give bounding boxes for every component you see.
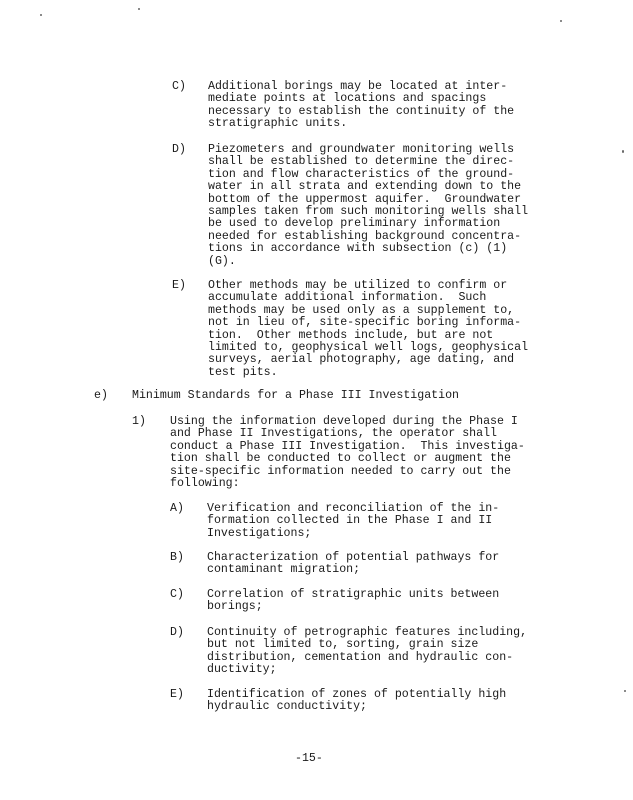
text-line: Verification and reconciliation of the in- bbox=[207, 502, 500, 515]
text-line: mediate points at locations and spacings bbox=[208, 92, 487, 106]
text-line: stratigraphic units. bbox=[208, 117, 348, 131]
text-line: following: bbox=[170, 477, 240, 491]
sub-text-e bbox=[207, 689, 506, 714]
text-line: methods may be used only as a supplement to, bbox=[208, 303, 515, 317]
text-line: not in lieu of, site-specific boring informa- bbox=[208, 316, 522, 330]
scan-speck bbox=[622, 150, 624, 153]
text-line: (G). bbox=[208, 254, 236, 268]
item-text-d bbox=[208, 144, 528, 268]
sub-label-a: A) bbox=[170, 502, 184, 515]
text-line: Piezometers and groundwater monitoring wells bbox=[208, 143, 515, 156]
text-line: Identification of zones of potentially high bbox=[207, 688, 507, 701]
text-line: tion and flow characteristics of the ground- bbox=[208, 167, 515, 181]
item-text-e bbox=[208, 280, 528, 379]
text-line: Characterization of potential pathways for bbox=[207, 551, 500, 564]
text-line: and Phase II Investigations, the operator shall bbox=[170, 427, 497, 441]
text-line: shall be established to determine the direc- bbox=[208, 155, 515, 169]
scan-speck bbox=[560, 20, 562, 22]
text-line: Correlation of stratigraphic units between bbox=[207, 588, 500, 601]
text-line: tion shall be conducted to collect or augment the bbox=[170, 452, 511, 466]
text-line: limited to, geophysical well logs, geophysical bbox=[208, 341, 529, 355]
text-line: Investigations; bbox=[207, 526, 312, 540]
sub-label-e: E) bbox=[170, 688, 184, 701]
text-line: water in all strata and extending down to the bbox=[208, 180, 522, 194]
page-number: -15- bbox=[295, 752, 323, 765]
item-label-c: C) bbox=[172, 80, 186, 93]
item-label-1: 1) bbox=[132, 415, 146, 428]
sub-label-d: D) bbox=[170, 626, 184, 639]
sub-label-c: C) bbox=[170, 588, 184, 601]
section-title: Minimum Standards for a Phase III Investigation bbox=[132, 389, 459, 402]
item-text-c bbox=[208, 81, 514, 131]
text-line: Other methods may be utilized to confirm or bbox=[208, 279, 508, 292]
text-line: contaminant migration; bbox=[207, 563, 361, 577]
text-line: distribution, cementation and hydraulic con- bbox=[207, 650, 514, 664]
text-line: conduct a Phase III Investigation. This investiga- bbox=[170, 439, 525, 453]
item-label-d: D) bbox=[172, 143, 186, 156]
text-line: Additional borings may be located at inter- bbox=[208, 80, 508, 93]
sub-text-d bbox=[207, 627, 527, 677]
text-line: ductivity; bbox=[207, 663, 277, 677]
text-line: Continuity of petrographic features including, bbox=[207, 626, 528, 639]
scan-speck bbox=[624, 690, 626, 692]
text-line: needed for establishing background concentra- bbox=[208, 229, 522, 243]
sub-text-b bbox=[207, 552, 499, 577]
text-line: tions in accordance with subsection (c) (1) bbox=[208, 242, 508, 256]
text-line: tion. Other methods include, but are not bbox=[208, 328, 494, 342]
scan-speck bbox=[40, 14, 42, 16]
text-line: be used to develop preliminary information bbox=[208, 217, 501, 231]
text-line: but not limited to, sorting, grain size bbox=[207, 638, 479, 652]
text-line: Using the information developed during the Phase I bbox=[170, 415, 518, 428]
sub-label-b: B) bbox=[170, 551, 184, 564]
text-line: surveys, aerial photography, age dating, and bbox=[208, 353, 515, 367]
text-line: hydraulic conductivity; bbox=[207, 700, 368, 714]
text-line: test pits. bbox=[208, 365, 278, 379]
text-line: bottom of the uppermost aquifer. Groundwater bbox=[208, 192, 522, 206]
text-line: formation collected in the Phase I and II bbox=[207, 514, 493, 528]
text-line: borings; bbox=[207, 600, 263, 614]
scan-speck bbox=[138, 8, 140, 10]
sub-text-a bbox=[207, 503, 499, 540]
section-label-e: e) bbox=[94, 389, 108, 402]
text-line: samples taken from such monitoring wells shall bbox=[208, 205, 529, 219]
sub-text-c bbox=[207, 589, 499, 614]
text-line: necessary to establish the continuity of the bbox=[208, 104, 515, 118]
text-line: site-specific information needed to carry out the bbox=[170, 464, 511, 478]
text-line: accumulate additional information. Such bbox=[208, 291, 487, 305]
item-label-e: E) bbox=[172, 279, 186, 292]
item-text-1 bbox=[170, 416, 525, 490]
